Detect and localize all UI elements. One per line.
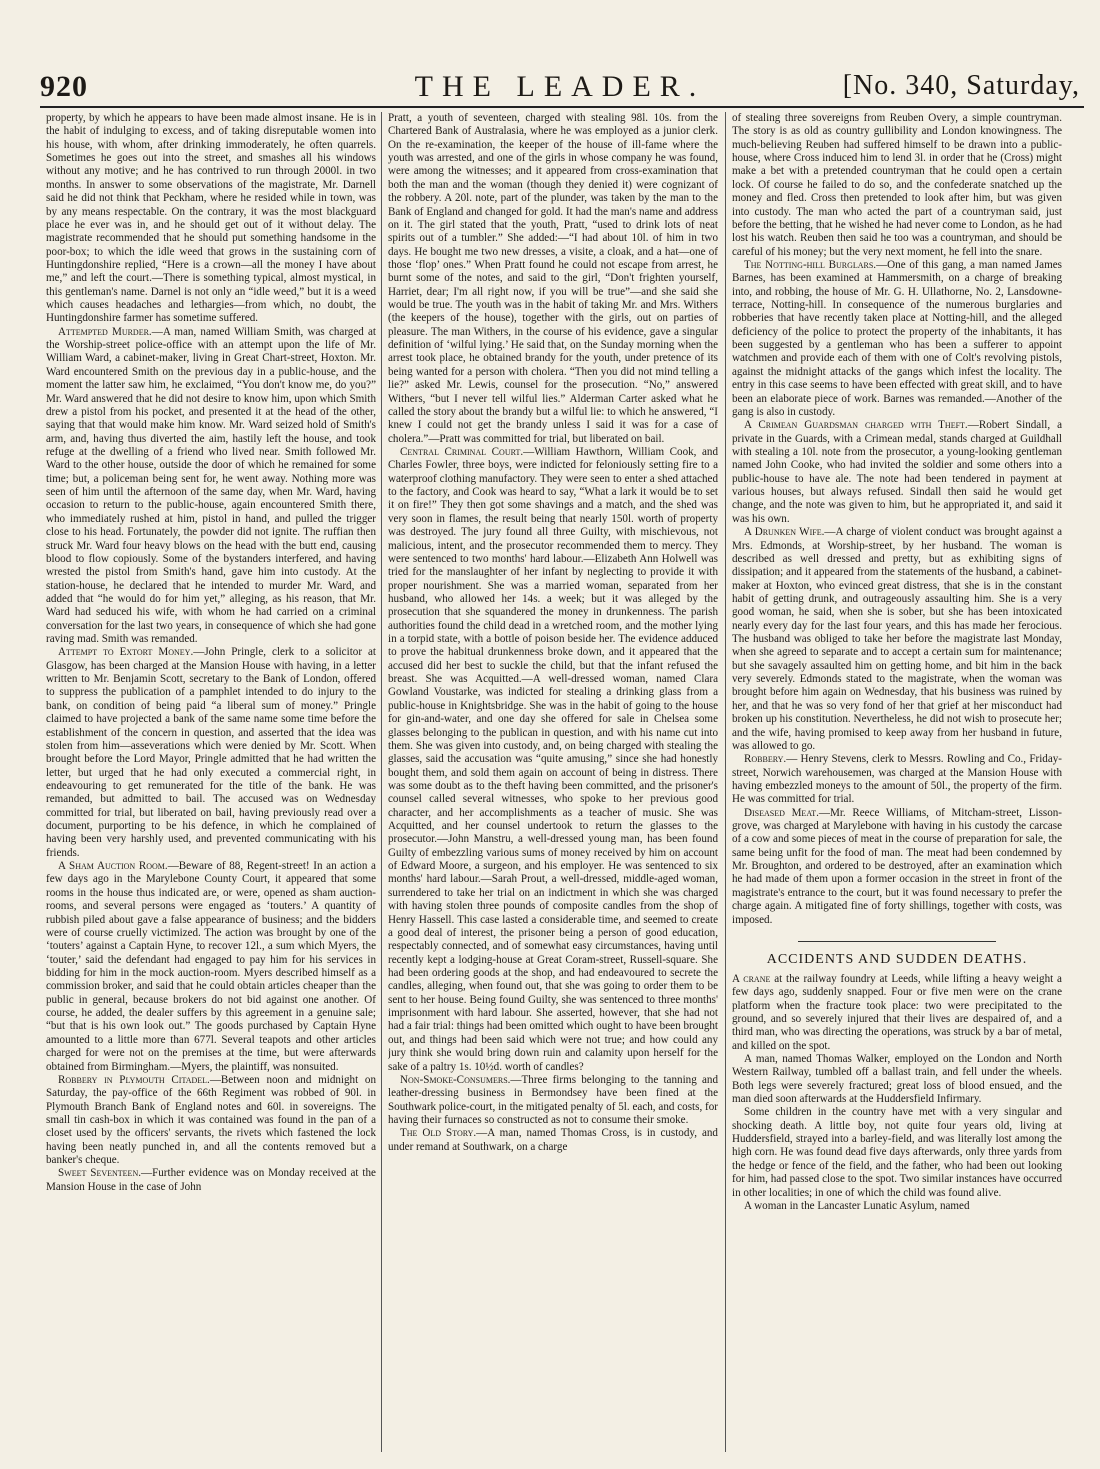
section-title: ACCIDENTS AND SUDDEN DEATHS. [766,951,1028,967]
article-paragraph [46,1167,376,1194]
article-text: —Three firms belonging to the tanning and leather-dressing business in Bermondsey have been fined at the Southwark police-court, in the mitigated penalty of 5l. each, and costs, for having their furnaces so constructed as not to consume their smoke. [388,1073,718,1126]
article-heading: A Sham Auction Room. [58,860,168,873]
column-divider-1 [381,112,382,1452]
article-paragraph [732,807,1062,927]
page-number: 920 [40,70,88,103]
article-paragraph [46,860,376,1074]
article-text: — Henry Stevens, clerk to Messrs. Rowling and Co., Friday-street, Norwich warehousemen, was charged at the Mansion House with having embezzled moneys to the amount of 50l., the property of the firm. He was committed for trial. [732,753,1062,806]
issue-info: [No. 340, Saturday, [842,70,1080,101]
article-heading: Non-Smoke-Consumers. [400,1073,511,1086]
page-header [40,70,1080,110]
header-rule [40,106,1084,108]
article-heading: A Drunken Wife. [744,526,825,539]
article-heading: A crane [732,972,771,985]
article-paragraph [46,1074,376,1168]
article-text: —Between noon and midnight on Saturday, the pay-office of the 66th Regiment was robbed of 90l. in Plymouth Branch Bank of England notes and 60l. in sovereigns. The small tin cash-box in which it was contained was found in the pan of a closet used by the officers' servants, the rivets which fastened the lock having been neatly punched in, and all the contents removed but a banker's cheque. [46,1073,376,1167]
article-text: —A man, named William Smith, was charged at the Worship-street police-office with an attempt upon the life of Mr. William Ward, a cabinet-maker, living in Great Chart-street, Hoxton. Mr. Ward encountered Smith on the previous day in a public-house, and the moment the latter saw him, he exclaimed, “You don't know me, do you?” Mr. Ward answered that he did not desire to know him, upon which Smith drew a pistol from his pocket, and presented it at the head of the other, saying that that would make him know. Mr. Ward seized hold of Smith's arm, and, having thus diverted the aim, hastily left the house, and took refuge at the dwelling of a friend who lived near. Smith followed Mr. Ward to the other house, outside the door of which he remained for some time; but, a policeman being sent for, he went away. Nothing more was seen of him until the afternoon of the same day, when Mr. Ward, having occasion to return to the public-house, again encountered Smith there, who immediately rushed at him, pistol in hand, and pulled the trigger close to his head. Fortunately, the powder did not ignite. The ruffian then struck Mr. Ward four heavy blows on the head with the butt end, causing blood to flow copiously. Some of the bystanders interfered, and having wrested the pistol from Smith's hand, gave him into custody. At the station-house, he declared that he intended to murder Mr. Ward, and added that “he would do for him yet,” alleging, as his reason, that Mr. Ward had seduced his wife, with whom he had carried on a criminal conversation for the last two years, in consequence of which she had gone raving mad. Smith was remanded. [46,325,376,646]
article-text: —A man, named Thomas Cross, is in custody, and under remand at Southwark, on a charge [388,1127,718,1153]
article-text: —Mr. Reece Williams, of Mitcham-street, Lisson-grove, was charged at Marylebone with having in his custody the carcase of a cow and some pieces of meat in the course of preparation for sale, the same being unfit for the food of man. The meat had been condemned by Mr. Broughton, and ordered to be destroyed, after an examination which he had made of them upon a former occasion in the street in front of the magistrate's entrance to the court, but it was found necessary to prefer the charge again. A mitigated fine of forty shillings, together with costs, was imposed. [732,806,1062,926]
masthead-title: THE LEADER. [414,70,706,103]
article-heading: Attempted Murder. [58,325,152,338]
article-paragraph [388,446,718,1074]
column-1 [46,112,376,1457]
article-paragraph [388,1127,718,1154]
article-heading: A Crimean Guardsman charged with Theft. [744,419,968,432]
article-text: —Beware of 88, Regent-street! In an action a few days ago in the Marylebone County Court, it appeared that some rooms in the house thus indicated are, or were, opened as sham auction-rooms, and several persons were engaged as ‘touters.’ A quantity of rubbish piled about gave a false appearance of business; and the bidders were of course cruelly victimized. The action was brought by one of the ‘touters’ against a Captain Hyne, to recover 12l., a sum which Myers, the ‘touter,’ said the defendant had engaged to pay him for his services in bidding for him in the mock auction-room. Myers described himself as a commission broker, and said that he could obtain articles cheaper than the public in general, because brokers do not bid against one another. Of course, he added, the dealer suffers by this agreement in a genuine sale; “but that is his own look out.” The goods purchased by Captain Hyne amounted to a little more than 677l. Several teapots and other articles charged for were not on the premises at the time, but were afterwards obtained from Birmingham.—Myers, the plaintiff, was nonsuited. [46,860,376,1073]
article-heading: Attempt to Extort Money. [58,646,194,659]
article-paragraph: property, by which he appears to have been made almost insane. He is in the habit of indulging to excess, and of taking disreputable women into his house, with whom, after drinking immoderately, he often quarrels. Sometimes he goes out into the street, and smashes all his windows without any motive; and he has contrived to run through 2000l. in two months. In answer to some observations of the magistrate, Mr. Darnell said he did not think that Peckham, where he resided while in town, was by any means respectable. On the contrary, it was the most blackguard place he ever was in, and he should get out of it without delay. The magistrate recommended that he should put something handsome in the poor-box; to which the idle weed that grows in the sustaining corn of Huntingdonshire replied, “Here is a crown—all the money I have about me,” and left the court.—There is something typical, almost mystical, in this gentleman's name. Darnel is not only an “idle weed,” but it is a weed which causes headaches and lethargies—from which, no doubt, the Huntingdonshire farmer has sometime suffered. [46,112,376,325]
article-text: —A charge of violent conduct was brought against a Mrs. Edmonds, at Worship-street, by her husband. The woman is described as well dressed and pretty, but as exhibiting signs of dissipation; and it appeared from the statements of the husband, a cabinet-maker at Hoxton, who evinced great distress, that she is in the constant habit of getting drunk, and outrageously assaulting him. She is a very good woman, he said, when she is sober, but she has been intoxicated nearly every day for the last four years, and this has made her ferocious. The husband was obliged to take her before the magistrate last Monday, when she agreed to separate and to accept a certain sum for maintenance; but she savagely assaulted him on getting home, and bit him in the back very severely. Edmonds stated to the magistrate, when the woman was brought before him again on Wednesday, that his business was ruined by her, and that he was so very fond of her that grief at her misconduct had broken up his constitution. Nevertheless, he did not wish to prosecute her; and the wife, having promised to keep away from her husband in future, was allowed to go. [732,526,1062,752]
article-text: —One of this gang, a man named James Barnes, has been examined at Hammersmith, on a charge of breaking into, and robbing, the house of Mr. G. H. Ullathorne, No. 2, Lansdowne-terrace, Notting-hill. In consequence of the numerous burglaries and robberies that have recently taken place at Notting-hill, and the alleged deficiency of the police to protect the property of the inhabitants, it has been suggested by a gentleman who has been a sufferer to appoint watchmen and provide each of them with one of Colt's revolving pistols, against the midnight attacks of the gangs which infest the locality. The entry in this case seems to have been effected with great skill, and to have been an elaborate piece of work. Barnes was remanded.—Another of the gang is also in custody. [732,258,1062,418]
article-paragraph [46,646,376,860]
article-text: —Further evidence was on Monday received at the Mansion House in the case of John [46,1167,376,1193]
article-heading: Robbery in Plymouth Citadel. [58,1073,210,1086]
article-heading: Sweet Seventeen. [58,1167,141,1180]
article-paragraph [732,419,1062,526]
article-paragraph: Pratt, a youth of seventeen, charged with stealing 98l. 10s. from the Chartered Bank of Australasia, where he was employed as a junior clerk. On the re-examination, the keeper of the house of ill-fame where the youth was arrested, and one of the girls in whose company he was found, were among the witnesses; and it appeared from cross-examination that both the man and the woman (though they denied it) were cognizant of the robbery. A 20l. note, part of the plunder, was taken by the man to the Bank of England and changed for gold. It had the man's name and address on it. The girl stated that the youth, Pratt, “used to drink lots of neat spirits out of a tumbler.” She added:—“I had about 10l. of him in two days. He bought me two new dresses, a visite, a cloak, and a hat—one of those ‘flop’ ones.” When Pratt found he could not escape from arrest, he burnt some of the notes, and said to the girl, “Don't frighten yourself, Harriet, dear; I'm all right now, if you will be true”—and she said she would be true. The youth was in the habit of taking Mr. and Mrs. Withers (the keepers of the house), together with the girls, out on parties of pleasure. The man Withers, in the course of his evidence, gave a singular definition of ‘wilful lying.’ He said that, on the Sunday morning when the arrest took place, he obtained brandy for the youth, under pretence of its being wanted for a person with cholera. “Then you did not mind telling a lie?” asked Mr. Lewis, counsel for the prosecution. “No,” answered Withers, “but I never tell wilful lies.” Alderman Carter asked what he called the story about the brandy but a wilful lie: to which he answered, “I knew I could not get the brandy unless I said it was for a case of cholera.”—Pratt was committed for trial, but liberated on bail. [388,112,718,445]
article-paragraph: Some children in the country have met with a very singular and shocking death. A little boy, not quite four years old, living at Huddersfield, strayed into a barley-field, and was literally lost among the high corn. He was found dead five days afterwards, only three yards from the hedge or fence of the field, and the father, who had been out looking for him, had passed close to the spot. Two similar instances have occurred in other localities; in one of which the child was found alive. [732,1106,1062,1199]
article-paragraph [732,753,1062,806]
article-paragraph [732,526,1062,753]
section-separator [798,941,996,942]
article-paragraph [46,326,376,647]
article-heading: Central Criminal Court. [400,445,524,458]
article-text: —William Hawthorn, William Cook, and Charles Fowler, three boys, were indicted for feloniously setting fire to a waterproof clothing manufactory. They were seen to enter a shed attached to the factory, and Cook was heard to say, “What a lark it would be to set it on fire!” They then got some shavings and a match, and the shed was very soon in flames, the result being that nearly 150l. worth of property was destroyed. The jury found all three Guilty, with mischievous, not malicious, intent, and the prosecutor recommended them to mercy. They were sentenced to two months' hard labour.—Elizabeth Ann Holwell was tried for the manslaughter of her infant by neglecting to provide it with proper nourishment. She was a married woman, separated from her husband, who allowed her 14s. a week; but it was alleged by the prosecution that she squandered the money in drunkenness. The parish authorities found the child dead in a wretched room, and the mother lying in a torpid state, with a bottle of poison beside her. The evidence adduced to prove the habitual drunkenness broke down, and it appeared that the accused did her best to suckle the child, but that the infant refused the breast. She was Acquitted.—A well-dressed woman, named Clara Gowland Voustarke, was indicted for stealing a drinking glass from a public-house in Knightsbridge. She was in the habit of going to the house for gin-and-water, and one day she offered for sale in Chelsea some glasses belonging to the publican in question, and with his name cut into them. She was given into custody, and, on being charged with stealing the glasses, said the accusation was “quite amusing,” since she had honestly bought them, and sold them again on account of being in distress. There was some doubt as to the theft having been committed, and the prisoner's counsel called several witnesses, who spoke to her previous good character, and her accomplishments as a teacher of music. She was Acquitted, and her counsel undertook to return the glasses to the prosecutor.—John Manstru, a well-dressed young man, has been found Guilty of embezzling various sums of money received by him on account of Edward Moore, a surgeon, and his employer. He was sentenced to six months' hard labour.—Sarah Prout, a well-dressed, middle-aged woman, surrendered to take her trial on an indictment in which she was charged with having stolen three pounds of composite candles from the shop of Henry Hassell. This case lasted a considerable time, and seemed to create a good deal of interest, the prisoner being a person of good education, respectably connected, and of somewhat easy circumstances, having until recently kept a lodging-house at Great Coram-street, Russell-square. She had been ordering goods at the shop, and had endeavoured to secrete the candles, alleging, when found out, that she was going to order them to be sent to her house. Being found Guilty, she was sentenced to three months' imprisonment with hard labour. She asserted, however, that she had not had a fair trial: things had been omitted which ought to have been brought out, and things had been said which were not true; and how could any jury think she would bring down ruin and calamity upon herself for the sake of a paltry 1s. 10½d. worth of candles? [388,445,718,1073]
article-heading: Robbery. [744,753,787,766]
article-text: —John Pringle, clerk to a solicitor at Glasgow, has been charged at the Mansion House with having, in a letter written to Mr. Benjamin Scott, secretary to the Bank of London, offered to suppress the publication of a pamphlet intended to do injury to the bank, on condition of being paid “a liberal sum of money.” Pringle claimed to have projected a bank of the same name some time before the establishment of the concern in question, and asserted that the idea was stolen from him—asseverations which were denied by Mr. Scott. When brought before the Lord Mayor, Pringle admitted that he had written the letter, but urged that he had only executed a commercial right, in endeavouring to get remunerated for the title of the bank. He was remanded, but admitted to bail. The accused was on Wednesday committed for trial, but liberated on bail, having previously read over a document, purporting to be his defence, in which he complained of having been very harshly used, and prevented communicating with his friends. [46,646,376,859]
article-paragraph: A woman in the Lancaster Lunatic Asylum, named [744,1199,970,1212]
article-paragraph [732,973,1062,1053]
article-paragraph: A man, named Thomas Walker, employed on the London and North Western Railway, tumbled off a ballast train, and fell under the wheels. Both legs were severely fractured; great loss of blood ensued, and the man died soon afterwards at the Huddersfield Infirmary. [732,1052,1062,1106]
article-heading: The Notting-hill Burglars. [744,258,877,271]
article-paragraph [388,1074,718,1127]
article-heading: Diseased Meat. [744,806,819,819]
article-paragraph: of stealing three sovereigns from Reuben Overy, a simple countryman. The story is as old as country gullibility and London knowingness. The much-believing Reuben had suffered himself to be drawn into a public-house, where Cross induced him to lend 3l. in order that he (Cross) might make a bet with a pretended countryman that he could open a certain lock. Of course he failed to do so, and the confederate snatched up the money and fled. Cross then pretended to look after him, but was given into custody. The man who acted the part of a countryman said, just before the betting, that he wished he had never come to London, as he had lost his watch. Reuben then said he too was a countryman, and should be careful of his money; but the very next moment, he fell into the snare. [732,112,1062,258]
article-heading: The Old Story. [400,1127,477,1140]
column-3 [732,112,1062,1457]
column-2 [388,112,718,1457]
article-paragraph [732,259,1062,419]
article-text: at the railway foundry at Leeds, while lifting a heavy weight a few days ago, suddenly snapped. Four or five men were on the crane platform when the fracture took place: two were precipitated to the ground, and so severely injured that their lives are despaired of, and a third man, who was directing the operations, was struck by a bar of metal, and killed on the spot. [732,972,1062,1052]
article-text: —Robert Sindall, a private in the Guards, with a Crimean medal, stands charged at Guildhall with stealing a 10l. note from the prosecutor, a young-looking gentleman named John Cooke, who had invited the soldier and some others into a public-house to have ale. The note had been tendered in payment at various houses, but always refused. Sindall then said he would get change, and the note was given to him, but he appropriated it, and said it was his own. [732,419,1062,525]
column-divider-2 [725,112,726,1452]
